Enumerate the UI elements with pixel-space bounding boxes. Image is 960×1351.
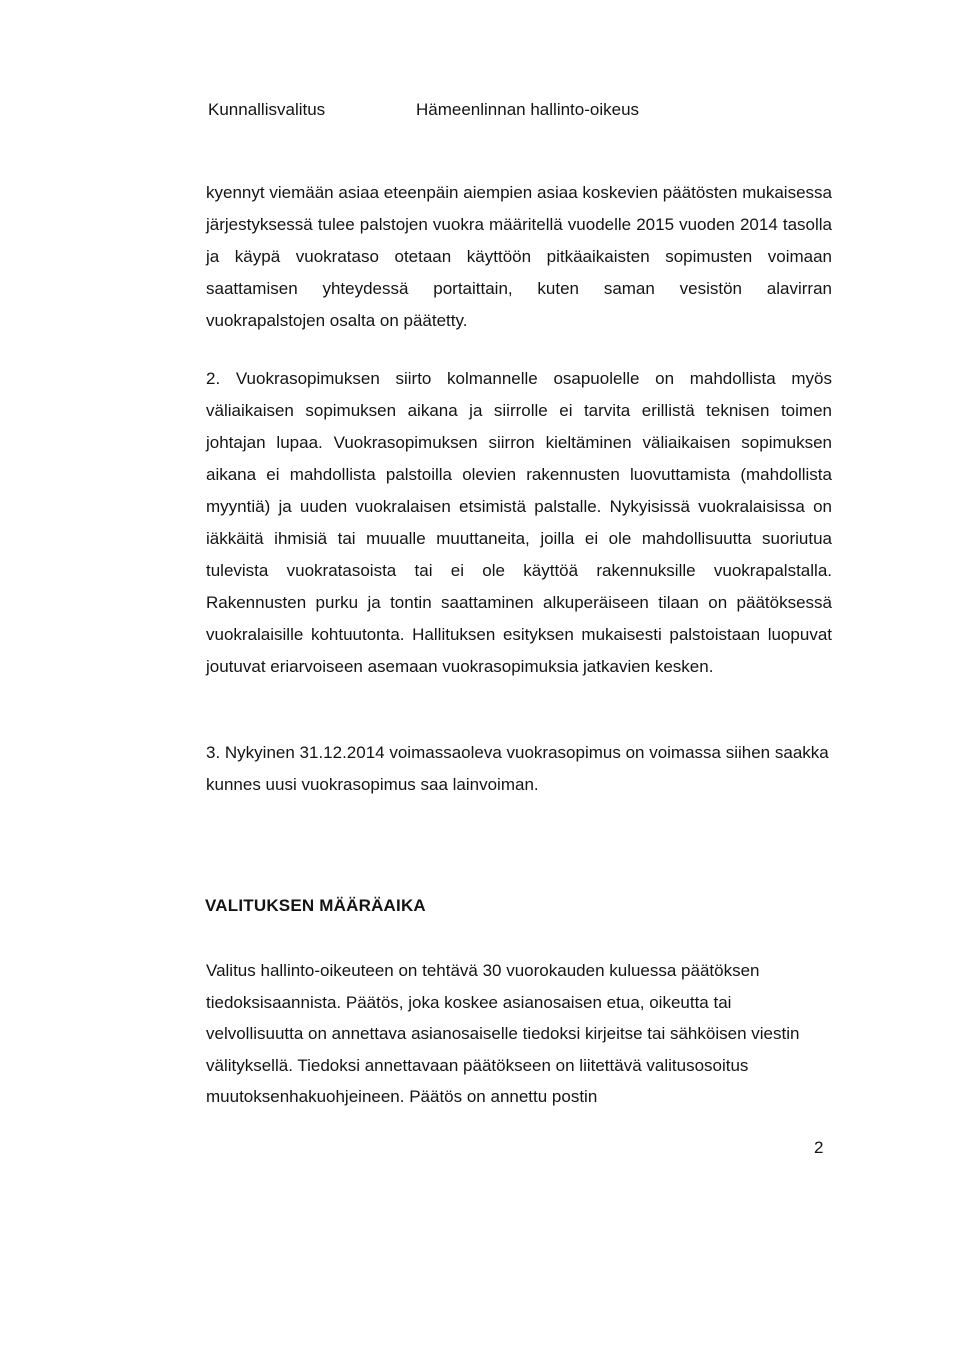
- paragraph-2: 2. Vuokrasopimuksen siirto kolmannelle osapuolelle on mahdollista myös väliaikaisen sopimuksen aikana ja siirrolle ei tarvita erillistä teknisen toimen johtajan lupaa. Vuokrasopimuksen siirron kieltäminen väliaikaisen sopimuksen aikana ei mahdollista palstoilla olevien rakennusten luovuttamista (mahdollista myyntiä) ja uuden vuokralaisen etsimistä palstalle. Nykyisissä vuokralaisissa on iäkkäitä ihmisiä tai muualle muuttaneita, joilla ei ole mahdollisuutta suoriutua tulevista vuokratasoista tai ei ole käyttöä rakennuksille vuokrapalstalla. Rakennusten purku ja tontin saattaminen alkuperäiseen tilaan on päätöksessä vuokralaisille kohtuutonta. Hallituksen esityksen mukaisesti palstoistaan luopuvat joutuvat eriarvoiseen asemaan vuokrasopimuksia jatkavien kesken.: [206, 369, 832, 676]
- header-court: Hämeenlinnan hallinto-oikeus: [416, 100, 640, 119]
- header-organization: Kunnallisvalitus: [208, 100, 326, 119]
- paragraph-3: 3. Nykyinen 31.12.2014 voimassaoleva vuokrasopimus on voimassa siihen saakka kunnes uusi vuokrasopimus saa lainvoiman.: [206, 743, 829, 794]
- section-paragraph: Valitus hallinto-oikeuteen on tehtävä 30 vuorokauden kuluessa päätöksen tiedoksisaannista. Päätös, joka koskee asianosaisen etua, oikeutta tai velvollisuutta on annettava asianosaiselle tiedoksi kirjeitse tai sähköisen viestin välityksellä. Tiedoksi annettavaan päätökseen on liitettävä valitusosoitus muutoksenhakuohjeineen. Päätös on annettu postin: [206, 961, 800, 1106]
- page-number: 2: [814, 1138, 824, 1157]
- section-title: VALITUKSEN MÄÄRÄAIKA: [205, 896, 426, 915]
- paragraph-1: kyennyt viemään asiaa eteenpäin aiempien asiaa koskevien päätösten mukaisessa järjestyksessä tulee palstojen vuokra määritellä vuodelle 2015 vuoden 2014 tasolla ja käypä vuokrataso otetaan käyttöön pitkäaikaisten sopimusten voimaan saattamisen yhteydessä portaittain, kuten saman vesistön alavirran vuokrapalstojen osalta on päätetty.: [206, 183, 832, 330]
